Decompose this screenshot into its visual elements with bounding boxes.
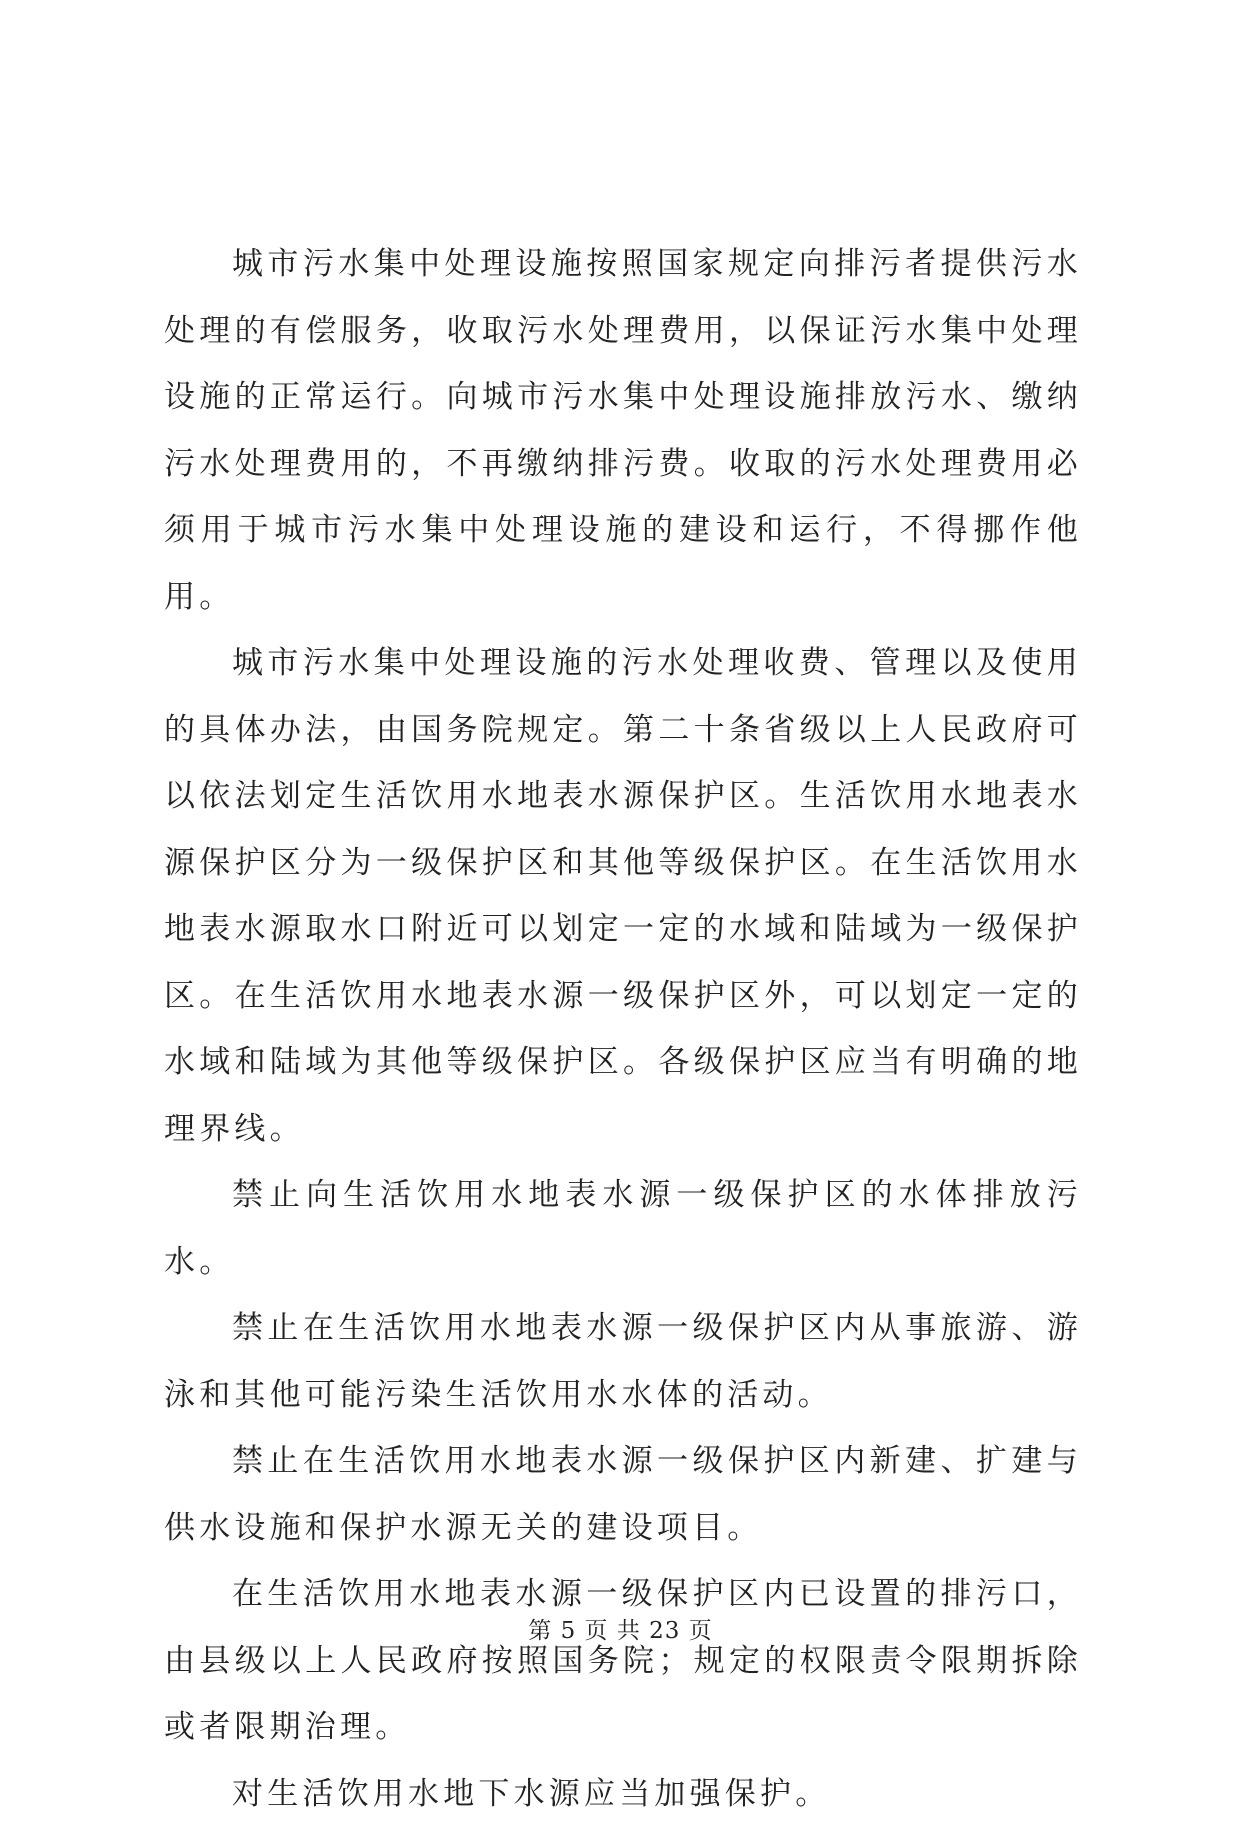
- paragraph-1: 城市污水集中处理设施按照国家规定向排污者提供污水处理的有偿服务，收取污水处理费用，以保证污水集中处理设施的正常运行。向城市污水集中处理设施排放污水、缴纳污水处理费用的，不再缴纳排污费。收取的污水处理费用必须用于城市污水集中处理设施的建设和运行，不得挪作他用。: [164, 231, 1082, 630]
- page-number-footer: 第 5 页 共 23 页: [0, 1612, 1241, 1645]
- paragraph-6: 在生活饮用水地表水源一级保护区内已设置的排污口，由县级以上人民政府按照国务院；规定的权限责令限期拆除或者限期治理。: [164, 1561, 1082, 1761]
- paragraph-5: 禁止在生活饮用水地表水源一级保护区内新建、扩建与供水设施和保护水源无关的建设项目。: [164, 1428, 1082, 1561]
- paragraph-7: 对生活饮用水地下水源应当加强保护。: [164, 1761, 1082, 1827]
- paragraph-3: 禁止向生活饮用水地表水源一级保护区的水体排放污水。: [164, 1162, 1082, 1295]
- body-text: [164, 231, 1082, 1827]
- paragraph-4: 禁止在生活饮用水地表水源一级保护区内从事旅游、游泳和其他可能污染生活饮用水水体的活动。: [164, 1295, 1082, 1428]
- paragraph-2: 城市污水集中处理设施的污水处理收费、管理以及使用的具体办法，由国务院规定。第二十条省级以上人民政府可以依法划定生活饮用水地表水源保护区。生活饮用水地表水源保护区分为一级保护区和其他等级保护区。在生活饮用水地表水源取水口附近可以划定一定的水域和陆域为一级保护区。在生活饮用水地表水源一级保护区外，可以划定一定的水域和陆域为其他等级保护区。各级保护区应当有明确的地理界线。: [164, 630, 1082, 1162]
